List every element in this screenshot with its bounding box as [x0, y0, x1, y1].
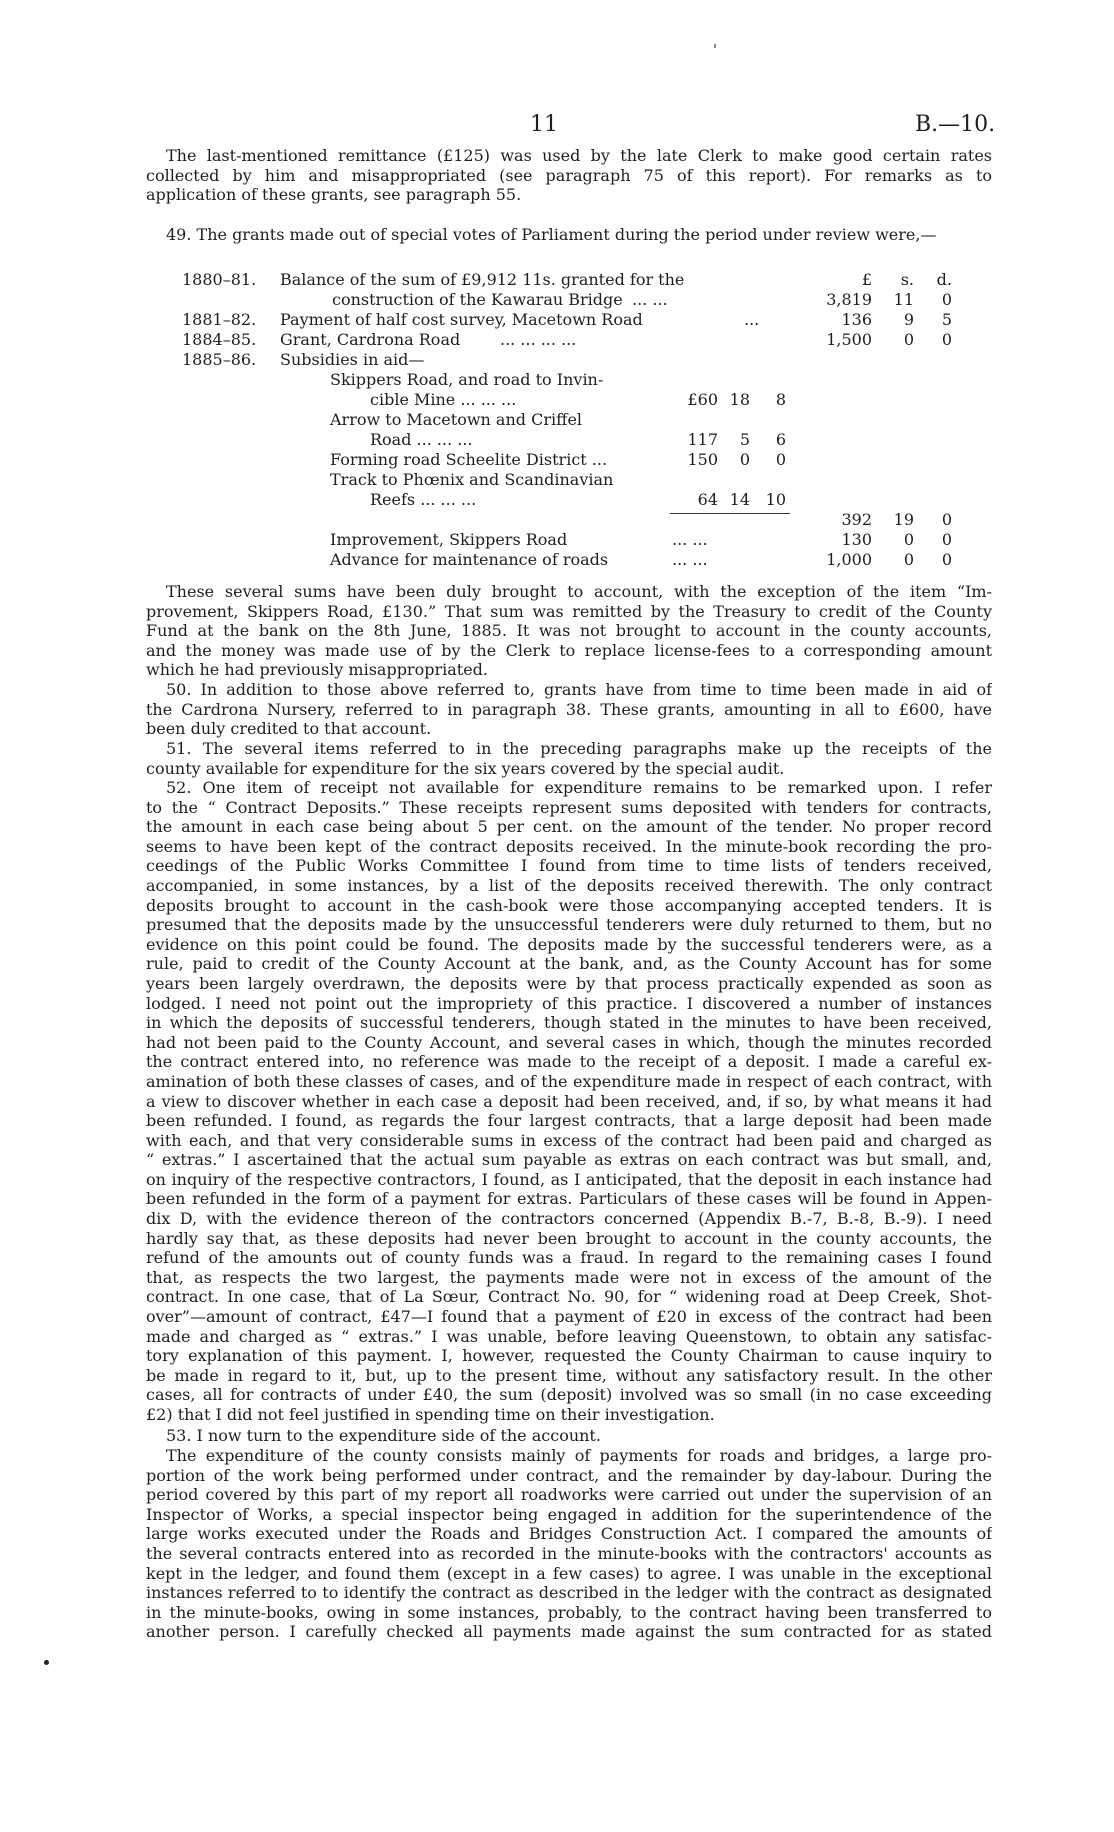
- text-line: seems to have been kept of the contract deposits received. In the minute-book recording the pro-: [146, 836, 992, 856]
- text-line: and the money was made use of by the Clerk to replace license-fees to a corresponding amount: [146, 640, 992, 660]
- text-line: to the “ Contract Deposits.” These receipts represent sums deposited with tenders for contracts,: [146, 797, 992, 817]
- subsidy-description: Reefs ... ... ...: [370, 490, 477, 509]
- text-line: amination of both these classes of cases, and of the expenditure made in respect of each contract, with: [146, 1071, 992, 1091]
- text-line: The expenditure of the county consists mainly of payments for roads and bridges, a large pro-: [166, 1446, 992, 1465]
- amount-pounds: 130: [841, 530, 872, 549]
- text-line: the several contracts entered into as recorded in the minute-books with the contractors' accounts as: [146, 1543, 992, 1563]
- text-line: deposits brought to account in the cash-book were those accompanying accepted tenders. It is: [146, 895, 992, 915]
- paragraph-50: [146, 680, 992, 739]
- amount-shillings: 0: [903, 330, 914, 349]
- grant-description: Advance for maintenance of roads: [330, 550, 609, 569]
- subsidy-description: Forming road Scheelite District ...: [330, 450, 608, 469]
- text-line: period covered by this part of my report all roadworks were carried out under the supervision of an: [146, 1485, 992, 1505]
- text-line: presumed that the deposits made by the unsuccessful tenderers were duly returned to them, but no: [146, 915, 992, 935]
- text-line: that, as respects the two largest, the payments made were not in excess of the amount of the: [146, 1267, 992, 1287]
- text-line: “ extras.” I ascertained that the actual sum payable as extras on each contract was but small, and,: [146, 1150, 992, 1170]
- paragraph-53: [146, 1426, 992, 1446]
- text-line: lodged. I need not point out the impropriety of this practice. I discovered a number of instances: [146, 993, 992, 1013]
- subsidy-description: Track to Phœnix and Scandinavian: [330, 470, 614, 489]
- grant-description: Balance of the sum of £9,912 11s. granted for the: [280, 270, 685, 289]
- text-line: had not been paid to the County Account, and several cases in which, though the minutes recorded: [146, 1032, 992, 1052]
- text-line: accompanied, in some instances, by a list of the deposits received therewith. The only contract: [146, 875, 992, 895]
- subsidy-shillings: 14: [729, 490, 750, 509]
- subsidy-pounds: 117: [687, 430, 718, 449]
- paragraph-51: [146, 739, 992, 778]
- leader-dots: ... ... ... ...: [500, 330, 577, 349]
- amount-shillings: 9: [903, 310, 914, 329]
- text-line: £2) that I did not feel justified in spending time on their investigation.: [146, 1405, 715, 1424]
- subtotal-shillings: 19: [893, 510, 914, 529]
- paragraph-49: [146, 225, 992, 245]
- text-line: a view to discover whether in each case a deposit had been received, and, if so, by what means it had: [146, 1091, 992, 1111]
- amount-pence: 5: [941, 310, 952, 329]
- text-line: portion of the work being performed under contract, and the remainder by day-labour. During the: [146, 1465, 992, 1485]
- subsidy-pounds: 64: [697, 490, 718, 509]
- year-label: 1885–86.: [182, 350, 257, 369]
- year-label: 1884–85.: [182, 330, 257, 349]
- text-line: the contract entered into, no reference was made to the receipt of a deposit. I made a careful ex-: [146, 1052, 992, 1072]
- text-line: ceedings of the Public Works Committee I found from time to time lists of tenders received,: [146, 856, 992, 876]
- paragraph-remittance: [146, 146, 992, 205]
- text-line: hardly say that, as these deposits had never been brought to account in the county accounts, the: [146, 1228, 992, 1248]
- paragraph-expenditure: [146, 1446, 992, 1642]
- text-line: application of these grants, see paragraph 55.: [146, 185, 522, 205]
- grant-description: Payment of half cost survey, Macetown Road: [280, 310, 643, 329]
- text-line: evidence on this point could be found. The deposits made by the successful tenderers were, as a: [146, 934, 992, 954]
- text-line: 49. The grants made out of special votes of Parliament during the period under review were,—: [166, 225, 937, 244]
- text-line: the amount in each case being about 5 per cent. on the amount of the tender. No proper record: [146, 817, 992, 837]
- amount-pounds: 136: [841, 310, 872, 329]
- subsidy-pence: 0: [775, 450, 786, 469]
- text-line: 53. I now turn to the expenditure side of the account.: [166, 1426, 601, 1445]
- amount-pence: 0: [941, 530, 952, 549]
- subsidy-description: cible Mine ... ... ...: [370, 390, 517, 409]
- subsidy-pence: 8: [775, 390, 786, 409]
- pounds-header: £: [861, 270, 872, 289]
- amount-pence: 0: [941, 330, 952, 349]
- text-line: These several sums have been duly brought to account, with the exception of the item “Im-: [166, 582, 992, 601]
- subsidy-description: Skippers Road, and road to Invin-: [330, 370, 604, 389]
- text-line: Fund at the bank on the 8th June, 1885. It was not brought to account in the county accounts,: [146, 621, 992, 641]
- amount-shillings: 0: [903, 530, 914, 549]
- text-line: which he had previously misappropriated.: [146, 660, 488, 680]
- text-line: dix D, with the evidence thereon of the contractors concerned (Appendix B.-7, B.-8, B.-9). I need: [146, 1209, 992, 1229]
- text-line: kept in the ledger, and found them (except in a few cases) to agree. I was unable in the exceptional: [146, 1563, 992, 1583]
- text-line: instances referred to to identify the contract as described in the ledger with the contract as designated: [146, 1583, 992, 1603]
- text-line: provement, Skippers Road, £130.” That sum was remitted by the Treasury to credit of the County: [146, 601, 992, 621]
- amount-pence: 0: [941, 550, 952, 569]
- text-line: The last-mentioned remittance (£125) was used by the late Clerk to make good certain rates: [166, 146, 992, 165]
- shillings-header: s.: [900, 270, 914, 289]
- text-line: cases, all for contracts of under £40, the sum (deposit) involved was so small (in no case exceeding: [146, 1385, 992, 1405]
- text-line: been duly credited to that account.: [146, 719, 432, 739]
- grant-description: Improvement, Skippers Road: [330, 530, 568, 549]
- text-line: 50. In addition to those above referred to, grants have from time to time been made in aid of: [166, 680, 992, 699]
- text-line: 52. One item of receipt not available for expenditure remains to be remarked upon. I refer: [166, 778, 992, 797]
- grants-table: [182, 270, 992, 580]
- text-line: in which the deposits of successful tenderers, though stated in the minutes to have been received,: [146, 1013, 992, 1033]
- ink-spot: [44, 1660, 49, 1665]
- year-label: 1880–81.: [182, 270, 257, 289]
- grant-description: construction of the Kawarau Bridge: [332, 290, 623, 309]
- text-line: large works executed under the Roads and Bridges Construction Act. I compared the amounts of: [146, 1524, 992, 1544]
- text-line: Inspector of Works, a special inspector being engaged in addition for the superintendence of the: [146, 1504, 992, 1524]
- subsidy-shillings: 0: [739, 450, 750, 469]
- leader-dots: ... ...: [672, 550, 708, 569]
- subsidy-pounds: 150: [687, 450, 718, 469]
- amount-pounds: 1,000: [826, 550, 872, 569]
- document-reference: B.—10.: [915, 112, 996, 137]
- subsidy-shillings: 18: [729, 390, 750, 409]
- text-line: rule, paid to credit of the County Account at the bank, and, as the County Account has for some: [146, 954, 992, 974]
- text-line: refund of the amounts out of county funds was a fraud. In regard to the remaining cases I found: [146, 1248, 992, 1268]
- amount-shillings: 11: [893, 290, 914, 309]
- text-line: contract. In one case, that of La Sœur, Contract No. 90, for “ widening road at Deep Creek, Shot-: [146, 1287, 992, 1307]
- text-line: been refunded. I found, as regards the four largest contracts, that a large deposit had been made: [146, 1111, 992, 1131]
- subsidy-description: Road ... ... ...: [370, 430, 473, 449]
- text-line: the Cardrona Nursery, referred to in paragraph 38. These grants, amounting in all to £600, have: [146, 699, 992, 719]
- leader-dots: ... ...: [672, 530, 708, 549]
- subsidy-shillings: 5: [739, 430, 750, 449]
- text-line: another person. I carefully checked all payments made against the sum contracted for as stated: [146, 1622, 992, 1642]
- subtotal-pounds: 392: [841, 510, 872, 529]
- page-number: 11: [530, 112, 558, 137]
- text-line: collected by him and misappropriated (see paragraph 75 of this report). For remarks as to: [146, 165, 992, 185]
- subsidy-pence: 6: [775, 430, 786, 449]
- amount-shillings: 0: [903, 550, 914, 569]
- amount-pence: 0: [941, 290, 952, 309]
- text-line: years been largely overdrawn, the deposits were by that process practically expended as soon as: [146, 973, 992, 993]
- text-line: tory explanation of this payment. I, however, requested the County Chairman to cause inquiry to: [146, 1346, 992, 1366]
- subsidy-description: Arrow to Macetown and Criffel: [330, 410, 583, 429]
- subsidy-pence: 10: [765, 490, 786, 509]
- text-line: with each, and that very considerable sums in excess of the contract had been paid and charged as: [146, 1130, 992, 1150]
- leader-dots: ...: [744, 310, 760, 329]
- amount-pounds: 3,819: [826, 290, 872, 309]
- text-line: on inquiry of the respective contractors, I found, as I anticipated, that the deposit in each instance had: [146, 1169, 992, 1189]
- amount-pounds: 1,500: [826, 330, 872, 349]
- grant-description: Grant, Cardrona Road: [280, 330, 461, 349]
- text-line: been refunded in the form of a payment for extras. Particulars of these cases will be found in Appen-: [146, 1189, 992, 1209]
- subtotal-rule: [670, 513, 790, 514]
- text-line: in the minute-books, owing in some instances, probably, to the contract having been transferred to: [146, 1602, 992, 1622]
- year-label: 1881–82.: [182, 310, 257, 329]
- pence-header: d.: [936, 270, 952, 289]
- text-line: 51. The several items referred to in the preceding paragraphs make up the receipts of the: [166, 739, 992, 758]
- text-line: made and charged as “ extras.” I was unable, before leaving Queenstown, to obtain any satisfac-: [146, 1326, 992, 1346]
- subtotal-pence: 0: [941, 510, 952, 529]
- grant-description: Subsidies in aid—: [280, 350, 425, 369]
- paragraph-sums-accounted: [146, 582, 992, 680]
- text-line: be made in regard to it, but, up to the present time, without any satisfactory result. In the other: [146, 1365, 992, 1385]
- paragraph-52: [146, 778, 992, 1425]
- text-line: over”—amount of contract, £47—I found that a payment of £20 in excess of the contract had been: [146, 1307, 992, 1327]
- ink-spot: [714, 44, 716, 48]
- leader-dots: ... ...: [632, 290, 668, 309]
- subsidy-pounds: £60: [687, 390, 718, 409]
- text-line: county available for expenditure for the six years covered by the special audit.: [146, 758, 785, 778]
